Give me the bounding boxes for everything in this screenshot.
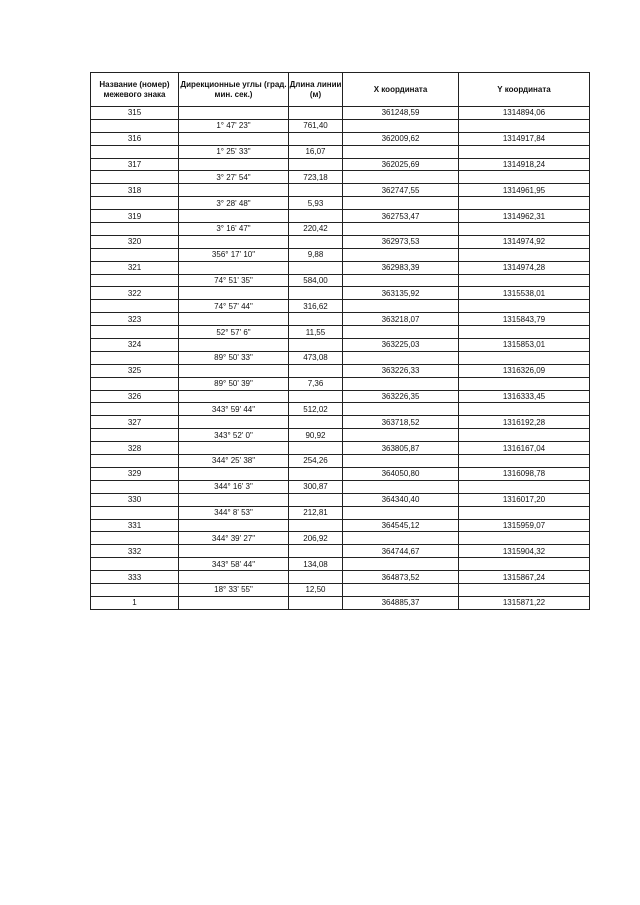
- x-coordinate: 363135,92: [343, 287, 459, 300]
- x-coordinate: 364050,80: [343, 467, 459, 480]
- empty-cell: [289, 235, 343, 248]
- direction-angle: 356° 17' 10": [179, 248, 289, 261]
- header-point-name: Название (номер) межевого знака: [91, 73, 179, 107]
- line-length: 761,40: [289, 119, 343, 132]
- point-row: [91, 519, 590, 532]
- empty-cell: [289, 313, 343, 326]
- empty-cell: [459, 429, 590, 442]
- point-row: [91, 313, 590, 326]
- empty-cell: [91, 351, 179, 364]
- empty-cell: [289, 519, 343, 532]
- direction-angle: 344° 25' 38": [179, 455, 289, 468]
- x-coordinate: 362983,39: [343, 261, 459, 274]
- empty-cell: [179, 107, 289, 120]
- y-coordinate: 1316333,45: [459, 390, 590, 403]
- x-coordinate: 364885,37: [343, 596, 459, 609]
- direction-angle: 74° 51' 35": [179, 274, 289, 287]
- empty-cell: [343, 532, 459, 545]
- empty-cell: [343, 583, 459, 596]
- line-length: 220,42: [289, 223, 343, 236]
- point-row: [91, 493, 590, 506]
- point-name: 316: [91, 132, 179, 145]
- empty-cell: [459, 171, 590, 184]
- empty-cell: [289, 390, 343, 403]
- direction-angle: 343° 58' 44": [179, 558, 289, 571]
- y-coordinate: 1315853,01: [459, 339, 590, 352]
- empty-cell: [289, 158, 343, 171]
- x-coordinate: 363805,87: [343, 442, 459, 455]
- y-coordinate: 1316192,28: [459, 416, 590, 429]
- line-length: 90,92: [289, 429, 343, 442]
- y-coordinate: 1316098,78: [459, 467, 590, 480]
- y-coordinate: 1314974,92: [459, 235, 590, 248]
- empty-cell: [179, 493, 289, 506]
- empty-cell: [343, 197, 459, 210]
- empty-cell: [459, 403, 590, 416]
- point-row: [91, 184, 590, 197]
- empty-cell: [459, 119, 590, 132]
- point-row: [91, 442, 590, 455]
- line-length: 473,08: [289, 351, 343, 364]
- empty-cell: [459, 558, 590, 571]
- empty-cell: [179, 158, 289, 171]
- point-row: [91, 390, 590, 403]
- segment-row: [91, 197, 590, 210]
- point-row: [91, 571, 590, 584]
- x-coordinate: 364545,12: [343, 519, 459, 532]
- empty-cell: [459, 300, 590, 313]
- point-row: [91, 364, 590, 377]
- point-name: 326: [91, 390, 179, 403]
- y-coordinate: 1314961,95: [459, 184, 590, 197]
- direction-angle: 344° 16' 3": [179, 480, 289, 493]
- empty-cell: [91, 558, 179, 571]
- empty-cell: [289, 364, 343, 377]
- empty-cell: [179, 571, 289, 584]
- empty-cell: [343, 326, 459, 339]
- empty-cell: [343, 377, 459, 390]
- empty-cell: [343, 506, 459, 519]
- segment-row: [91, 480, 590, 493]
- point-row: [91, 158, 590, 171]
- segment-row: [91, 145, 590, 158]
- boundary-coordinates-table: [90, 72, 590, 610]
- point-name: 323: [91, 313, 179, 326]
- line-length: 9,88: [289, 248, 343, 261]
- empty-cell: [91, 248, 179, 261]
- empty-cell: [179, 416, 289, 429]
- empty-cell: [179, 132, 289, 145]
- y-coordinate: 1315867,24: [459, 571, 590, 584]
- empty-cell: [343, 455, 459, 468]
- line-length: 316,62: [289, 300, 343, 313]
- y-coordinate: 1314974,28: [459, 261, 590, 274]
- point-row: [91, 132, 590, 145]
- empty-cell: [179, 210, 289, 223]
- x-coordinate: 364744,67: [343, 545, 459, 558]
- empty-cell: [289, 210, 343, 223]
- point-name: 318: [91, 184, 179, 197]
- direction-angle: 1° 25' 33": [179, 145, 289, 158]
- segment-row: [91, 248, 590, 261]
- x-coordinate: 361248,59: [343, 107, 459, 120]
- point-name: 320: [91, 235, 179, 248]
- empty-cell: [179, 467, 289, 480]
- segment-row: [91, 455, 590, 468]
- direction-angle: 343° 59' 44": [179, 403, 289, 416]
- empty-cell: [179, 261, 289, 274]
- empty-cell: [289, 107, 343, 120]
- empty-cell: [459, 223, 590, 236]
- line-length: 206,92: [289, 532, 343, 545]
- direction-angle: 52° 57' 6": [179, 326, 289, 339]
- header-y-coordinate: Y координата: [459, 73, 590, 107]
- point-name: 321: [91, 261, 179, 274]
- empty-cell: [343, 558, 459, 571]
- empty-cell: [289, 467, 343, 480]
- direction-angle: 89° 50' 39": [179, 377, 289, 390]
- segment-row: [91, 506, 590, 519]
- y-coordinate: 1314962,31: [459, 210, 590, 223]
- empty-cell: [343, 274, 459, 287]
- segment-row: [91, 532, 590, 545]
- point-row: [91, 210, 590, 223]
- empty-cell: [459, 248, 590, 261]
- direction-angle: 74° 57' 44": [179, 300, 289, 313]
- empty-cell: [289, 545, 343, 558]
- empty-cell: [459, 480, 590, 493]
- empty-cell: [91, 145, 179, 158]
- direction-angle: 18° 33' 55": [179, 583, 289, 596]
- point-row: [91, 416, 590, 429]
- empty-cell: [289, 287, 343, 300]
- empty-cell: [343, 171, 459, 184]
- empty-cell: [343, 429, 459, 442]
- empty-cell: [459, 326, 590, 339]
- segment-row: [91, 326, 590, 339]
- line-length: 7,36: [289, 377, 343, 390]
- point-row: [91, 235, 590, 248]
- empty-cell: [459, 377, 590, 390]
- y-coordinate: 1316326,09: [459, 364, 590, 377]
- direction-angle: 3° 28' 48": [179, 197, 289, 210]
- empty-cell: [91, 506, 179, 519]
- segment-row: [91, 119, 590, 132]
- point-row: [91, 287, 590, 300]
- x-coordinate: 362753,47: [343, 210, 459, 223]
- y-coordinate: 1315843,79: [459, 313, 590, 326]
- empty-cell: [343, 300, 459, 313]
- point-name: 324: [91, 339, 179, 352]
- table-body: [91, 107, 590, 610]
- empty-cell: [343, 480, 459, 493]
- empty-cell: [289, 261, 343, 274]
- empty-cell: [179, 287, 289, 300]
- segment-row: [91, 300, 590, 313]
- empty-cell: [179, 313, 289, 326]
- empty-cell: [459, 145, 590, 158]
- line-length: 212,81: [289, 506, 343, 519]
- y-coordinate: 1316167,04: [459, 442, 590, 455]
- point-name: 331: [91, 519, 179, 532]
- header-line-length: Длина линии (м): [289, 73, 343, 107]
- empty-cell: [179, 235, 289, 248]
- x-coordinate: 363225,03: [343, 339, 459, 352]
- empty-cell: [179, 364, 289, 377]
- y-coordinate: 1314894,06: [459, 107, 590, 120]
- segment-row: [91, 223, 590, 236]
- x-coordinate: 363718,52: [343, 416, 459, 429]
- line-length: 5,93: [289, 197, 343, 210]
- empty-cell: [459, 455, 590, 468]
- empty-cell: [179, 442, 289, 455]
- line-length: 254,26: [289, 455, 343, 468]
- table-header-row: [91, 73, 590, 107]
- empty-cell: [179, 184, 289, 197]
- empty-cell: [91, 223, 179, 236]
- empty-cell: [91, 171, 179, 184]
- direction-angle: 3° 27' 54": [179, 171, 289, 184]
- line-length: 12,50: [289, 583, 343, 596]
- empty-cell: [459, 583, 590, 596]
- point-name: 325: [91, 364, 179, 377]
- x-coordinate: 362009,62: [343, 132, 459, 145]
- line-length: 584,00: [289, 274, 343, 287]
- empty-cell: [343, 248, 459, 261]
- x-coordinate: 363226,33: [343, 364, 459, 377]
- empty-cell: [91, 300, 179, 313]
- x-coordinate: 362973,53: [343, 235, 459, 248]
- direction-angle: 343° 52' 0": [179, 429, 289, 442]
- empty-cell: [459, 532, 590, 545]
- empty-cell: [343, 145, 459, 158]
- y-coordinate: 1314917,84: [459, 132, 590, 145]
- empty-cell: [289, 596, 343, 609]
- x-coordinate: 362747,55: [343, 184, 459, 197]
- line-length: 512,02: [289, 403, 343, 416]
- y-coordinate: 1315959,07: [459, 519, 590, 532]
- segment-row: [91, 171, 590, 184]
- point-name: 322: [91, 287, 179, 300]
- y-coordinate: 1316017,20: [459, 493, 590, 506]
- segment-row: [91, 583, 590, 596]
- empty-cell: [179, 545, 289, 558]
- empty-cell: [91, 377, 179, 390]
- direction-angle: 1° 47' 23": [179, 119, 289, 132]
- empty-cell: [289, 442, 343, 455]
- line-length: 723,18: [289, 171, 343, 184]
- empty-cell: [343, 119, 459, 132]
- empty-cell: [91, 197, 179, 210]
- point-name: 332: [91, 545, 179, 558]
- empty-cell: [459, 274, 590, 287]
- empty-cell: [91, 326, 179, 339]
- point-name: 333: [91, 571, 179, 584]
- point-row: [91, 261, 590, 274]
- point-row: [91, 545, 590, 558]
- empty-cell: [179, 519, 289, 532]
- empty-cell: [289, 184, 343, 197]
- segment-row: [91, 429, 590, 442]
- x-coordinate: 364873,52: [343, 571, 459, 584]
- empty-cell: [459, 197, 590, 210]
- point-row: [91, 339, 590, 352]
- empty-cell: [179, 339, 289, 352]
- direction-angle: 3° 16' 47": [179, 223, 289, 236]
- point-name: 319: [91, 210, 179, 223]
- y-coordinate: 1315538,01: [459, 287, 590, 300]
- segment-row: [91, 377, 590, 390]
- empty-cell: [91, 119, 179, 132]
- point-row: [91, 467, 590, 480]
- empty-cell: [91, 429, 179, 442]
- empty-cell: [91, 403, 179, 416]
- y-coordinate: 1315904,32: [459, 545, 590, 558]
- empty-cell: [289, 493, 343, 506]
- empty-cell: [343, 351, 459, 364]
- empty-cell: [179, 390, 289, 403]
- line-length: 300,87: [289, 480, 343, 493]
- empty-cell: [343, 223, 459, 236]
- line-length: 134,08: [289, 558, 343, 571]
- point-name: 317: [91, 158, 179, 171]
- empty-cell: [459, 506, 590, 519]
- line-length: 16,07: [289, 145, 343, 158]
- y-coordinate: 1315871,22: [459, 596, 590, 609]
- empty-cell: [91, 583, 179, 596]
- x-coordinate: 363218,07: [343, 313, 459, 326]
- x-coordinate: 362025,69: [343, 158, 459, 171]
- empty-cell: [289, 571, 343, 584]
- segment-row: [91, 403, 590, 416]
- empty-cell: [91, 480, 179, 493]
- point-name: 315: [91, 107, 179, 120]
- x-coordinate: 363226,35: [343, 390, 459, 403]
- point-name: 330: [91, 493, 179, 506]
- empty-cell: [459, 351, 590, 364]
- empty-cell: [343, 403, 459, 416]
- point-row: [91, 107, 590, 120]
- direction-angle: 344° 39' 27": [179, 532, 289, 545]
- direction-angle: 344° 8' 53": [179, 506, 289, 519]
- header-x-coordinate: X координата: [343, 73, 459, 107]
- y-coordinate: 1314918,24: [459, 158, 590, 171]
- line-length: 11,55: [289, 326, 343, 339]
- empty-cell: [91, 274, 179, 287]
- point-name: 329: [91, 467, 179, 480]
- point-row: [91, 596, 590, 609]
- direction-angle: 89° 50' 33": [179, 351, 289, 364]
- header-direction-angle: Дирекционные углы (град. мин. сек.): [179, 73, 289, 107]
- segment-row: [91, 351, 590, 364]
- x-coordinate: 364340,40: [343, 493, 459, 506]
- empty-cell: [179, 596, 289, 609]
- empty-cell: [289, 416, 343, 429]
- segment-row: [91, 558, 590, 571]
- empty-cell: [91, 532, 179, 545]
- empty-cell: [289, 132, 343, 145]
- point-name: 327: [91, 416, 179, 429]
- point-name: 328: [91, 442, 179, 455]
- empty-cell: [289, 339, 343, 352]
- empty-cell: [91, 455, 179, 468]
- segment-row: [91, 274, 590, 287]
- point-name: 1: [91, 596, 179, 609]
